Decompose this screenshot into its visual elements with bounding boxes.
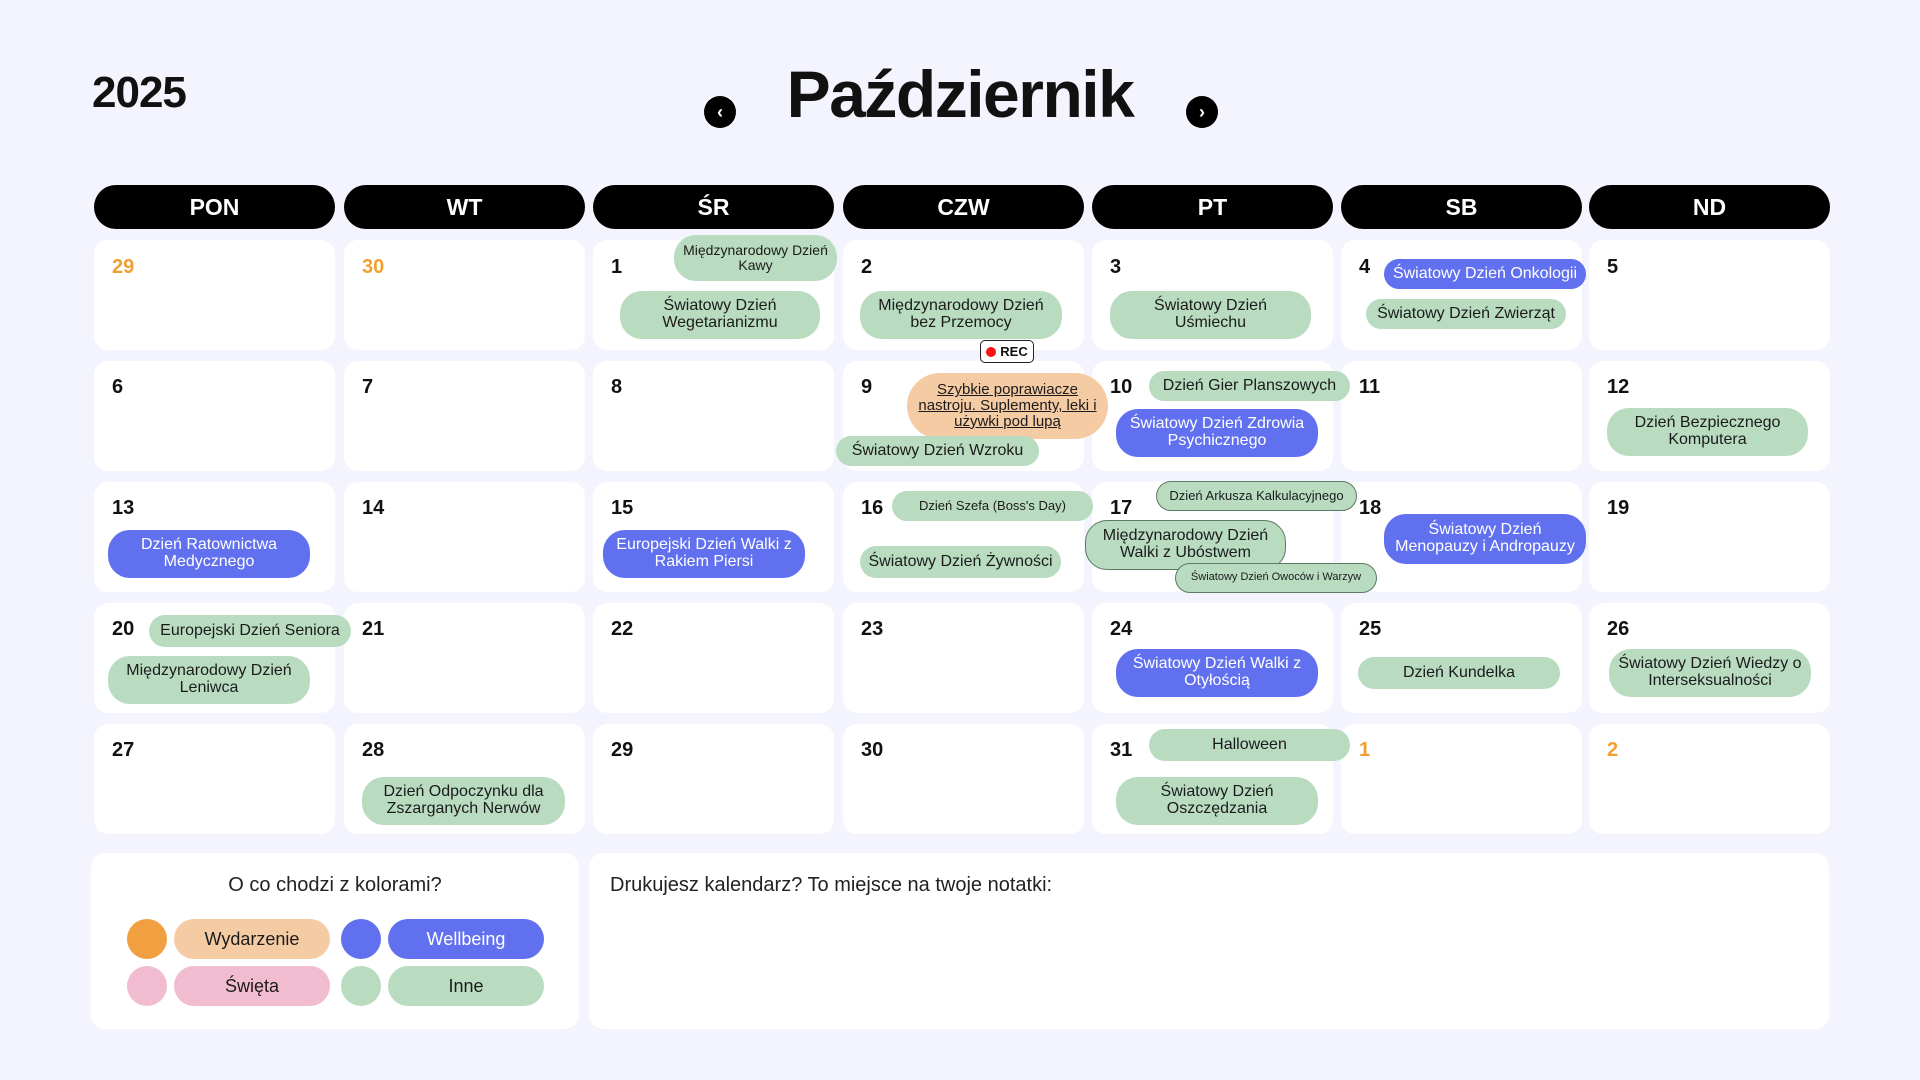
event-pill[interactable]: Światowy Dzień Owoców i Warzyw [1175, 563, 1377, 593]
day-number: 2 [861, 256, 873, 278]
day-cell[interactable] [1589, 240, 1830, 350]
event-pill[interactable]: Halloween [1149, 729, 1350, 761]
day-cell[interactable] [593, 724, 834, 834]
event-pill[interactable]: Dzień Kundelka [1358, 657, 1560, 689]
day-cell[interactable] [1341, 240, 1582, 350]
day-number: 2 [1607, 739, 1619, 761]
day-number: 24 [1110, 618, 1133, 640]
notes-title: Drukujesz kalendarz? To miejsce na twoje notatki: [610, 874, 1053, 896]
event-pill[interactable]: Światowy Dzień Oszczędzania [1116, 777, 1318, 825]
event-pill[interactable]: Światowy Dzień Wegetarianizmu [620, 291, 820, 339]
day-cell[interactable] [1341, 724, 1582, 834]
day-number: 6 [112, 376, 124, 398]
day-number: 16 [861, 497, 884, 519]
event-pill[interactable]: Światowy Dzień Uśmiechu [1110, 291, 1311, 339]
legend-swatch-event [127, 919, 167, 959]
event-pill[interactable]: Międzynarodowy Dzień Leniwca [108, 656, 310, 704]
rec-dot-icon [986, 347, 996, 357]
event-pill[interactable]: Światowy Dzień Menopauzy i Andropauzy [1384, 514, 1586, 564]
day-number: 23 [861, 618, 884, 640]
event-pill[interactable]: Dzień Bezpiecznego Komputera [1607, 408, 1808, 456]
month-title: Październik [786, 57, 1134, 131]
day-cell[interactable] [593, 361, 834, 471]
day-number: 7 [362, 376, 374, 398]
legend-swatch-other [341, 966, 381, 1006]
legend-title: O co chodzi z kolorami? [228, 874, 442, 896]
weekday-mon: PON [94, 185, 335, 229]
chevron-left-icon[interactable]: ‹ [704, 96, 736, 128]
day-cell[interactable] [344, 240, 585, 350]
day-number: 19 [1607, 497, 1630, 519]
day-cell[interactable] [344, 603, 585, 713]
year-label: 2025 [92, 68, 186, 117]
event-pill[interactable]: Dzień Arkusza Kalkulacyjnego [1156, 481, 1357, 511]
day-number: 29 [112, 256, 135, 278]
day-number: 4 [1359, 256, 1371, 278]
day-number: 3 [1110, 256, 1122, 278]
weekday-tue: WT [344, 185, 585, 229]
day-number: 27 [112, 739, 135, 761]
day-cell[interactable] [94, 240, 335, 350]
event-pill[interactable]: Międzynarodowy Dzień Kawy [674, 235, 837, 281]
notes-area[interactable] [589, 853, 1829, 1029]
weekday-sat: SB [1341, 185, 1582, 229]
day-number: 15 [611, 497, 634, 519]
event-pill[interactable]: Dzień Odpoczynku dla Zszarganych Nerwów [362, 777, 565, 825]
day-cell[interactable] [843, 603, 1084, 713]
day-cell[interactable] [593, 603, 834, 713]
weekday-fri: PT [1092, 185, 1333, 229]
event-pill[interactable]: Światowy Dzień Zdrowia Psychicznego [1116, 409, 1318, 457]
event-pill[interactable]: Światowy Dzień Wiedzy o Interseksualności [1609, 649, 1811, 697]
day-number: 18 [1359, 497, 1382, 519]
day-cell[interactable] [94, 724, 335, 834]
day-cell[interactable] [843, 724, 1084, 834]
day-number: 31 [1110, 739, 1133, 761]
day-number: 10 [1110, 376, 1133, 398]
day-cell[interactable] [1589, 724, 1830, 834]
legend-label-holidays: Święta [174, 966, 330, 1006]
weekday-wed: ŚR [593, 185, 834, 229]
day-number: 12 [1607, 376, 1630, 398]
day-number: 30 [362, 256, 385, 278]
day-number: 28 [362, 739, 385, 761]
day-cell[interactable] [344, 482, 585, 592]
event-pill[interactable]: Światowy Dzień Żywności [860, 546, 1061, 578]
day-number: 14 [362, 497, 385, 519]
legend-label-wellbeing: Wellbeing [388, 919, 544, 959]
day-number: 21 [362, 618, 385, 640]
event-pill[interactable]: Dzień Szefa (Boss's Day) [892, 491, 1093, 521]
day-number: 1 [611, 256, 623, 278]
day-cell[interactable] [94, 361, 335, 471]
day-number: 30 [861, 739, 884, 761]
event-pill[interactable]: Światowy Dzień Onkologii [1384, 259, 1586, 289]
event-pill[interactable]: Światowy Dzień Wzroku [836, 436, 1039, 466]
day-number: 26 [1607, 618, 1630, 640]
day-number: 5 [1607, 256, 1619, 278]
day-cell[interactable] [1341, 361, 1582, 471]
legend-swatch-holidays [127, 966, 167, 1006]
chevron-right-icon[interactable]: › [1186, 96, 1218, 128]
event-pill-highlight[interactable]: Szybkie poprawiacze nastroju. Suplementy, leki i używki pod lupą [907, 373, 1108, 439]
event-pill[interactable]: Europejski Dzień Seniora [149, 615, 351, 647]
day-number: 8 [611, 376, 623, 398]
day-number: 29 [611, 739, 634, 761]
weekday-sun: ND [1589, 185, 1830, 229]
event-pill[interactable]: Światowy Dzień Walki z Otyłością [1116, 649, 1318, 697]
legend-label-other: Inne [388, 966, 544, 1006]
day-cell[interactable] [1589, 482, 1830, 592]
weekday-thu: CZW [843, 185, 1084, 229]
day-number: 20 [112, 618, 135, 640]
day-number: 13 [112, 497, 135, 519]
color-legend [91, 853, 579, 1029]
day-number: 9 [861, 376, 873, 398]
rec-badge: REC [980, 340, 1034, 363]
day-cell[interactable] [344, 361, 585, 471]
event-pill[interactable]: Międzynarodowy Dzień bez Przemocy [860, 291, 1062, 339]
event-pill[interactable]: Europejski Dzień Walki z Rakiem Piersi [603, 530, 805, 578]
event-pill[interactable]: Światowy Dzień Zwierząt [1366, 299, 1566, 329]
event-pill[interactable]: Dzień Ratownictwa Medycznego [108, 530, 310, 578]
day-number: 25 [1359, 618, 1382, 640]
day-number: 17 [1110, 497, 1133, 519]
legend-swatch-wellbeing [341, 919, 381, 959]
legend-label-event: Wydarzenie [174, 919, 330, 959]
day-number: 11 [1359, 376, 1381, 398]
day-number: 1 [1359, 739, 1371, 761]
event-pill[interactable]: Międzynarodowy Dzień Walki z Ubóstwem [1085, 520, 1286, 570]
event-pill[interactable]: Dzień Gier Planszowych [1149, 371, 1350, 401]
day-number: 22 [611, 618, 634, 640]
